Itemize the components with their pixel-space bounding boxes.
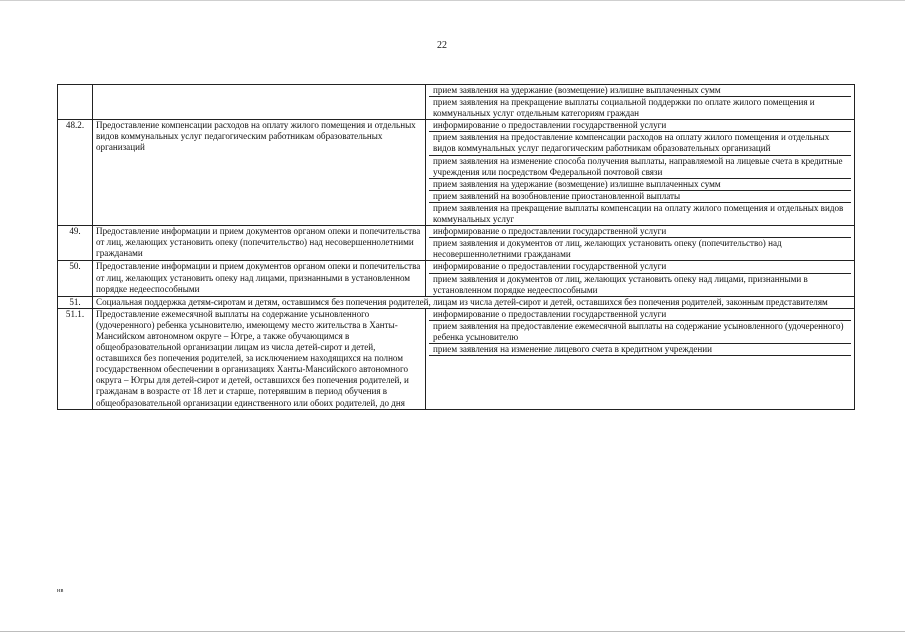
action-item: прием заявления и документов от лиц, желающих установить опеку над лицами, признанными в установленном порядке недееспособными — [433, 273, 808, 295]
row-number: 48.2. — [58, 120, 93, 226]
table-row — [58, 85, 855, 120]
action-item: прием заявлений на возобновление приостановленной выплаты — [429, 191, 851, 203]
page-number: 22 — [437, 40, 447, 51]
service-name — [93, 85, 426, 120]
table-row — [58, 261, 855, 296]
action-item: информирование о предоставлении государственной услуги — [429, 226, 851, 238]
action-item: прием заявления на изменение способа получения выплаты, направляемой на лицевые счета в кредитные учреждения или посредством Федеральной почтовой связи — [429, 156, 851, 179]
action-item: прием заявления на прекращение выплаты компенсации на оплату жилого помещения и отдельных видов коммунальных услуг — [433, 202, 844, 225]
action-item: прием заявления на предоставление компенсации расходов на оплату жилого помещения и отдельных видов коммунальных услуг педагогическим работникам образовательных организаций — [429, 132, 851, 155]
action-list — [426, 85, 855, 120]
section-row — [58, 296, 855, 308]
service-name: Предоставление информации и прием документов органом опеки и попечительства от лиц, желающих установить опеку над лицами, признанными в установленном порядке недееспособными — [93, 261, 426, 296]
row-number: 49. — [58, 226, 93, 261]
action-list — [426, 308, 855, 409]
action-item: прием заявления на удержание (возмещение) излишне выплаченных сумм — [429, 85, 851, 97]
action-item: прием заявления и документов от лиц, желающих установить опеку (попечительство) над несовершеннолетними гражданами — [433, 238, 782, 260]
action-item: прием заявления на удержание (возмещение) излишне выплаченных сумм — [429, 179, 851, 191]
bottom-scan-edge — [0, 631, 905, 632]
section-title: Социальная поддержка детям-сиротам и детям, оставшимся без попечения родителей, лицам из числа детей-сирот и детей, оставшихся без попечения родителей, законным представителям — [93, 296, 855, 308]
action-item: информирование о предоставлении государственной услуги — [429, 120, 851, 132]
row-number: 51.1. — [58, 308, 93, 409]
action-list — [426, 226, 855, 261]
action-item: прием заявления на предоставление ежемесячной выплаты на содержание усыновленного (удочеренного) ребенка усыновителю — [429, 321, 851, 344]
top-scan-edge — [0, 0, 905, 1]
action-item: прием заявления на изменение лицевого счета в кредитном учреждении — [429, 344, 851, 356]
services-table — [57, 84, 855, 410]
action-list — [426, 261, 855, 296]
section-number: 51. — [58, 296, 93, 308]
service-name: Предоставление ежемесячной выплаты на содержание усыновленного (удочеренного) ребенка усыновителю, имеющему место жительства в Ханты-Мансийском автономном округе – Югре, а также обучающимся в общеобразовательной организации лицам из числа детей-сирот и детей, оставшихся без попечения родителей, за исключением находящихся на полном государственном обеспечении в организациях Ханты-Мансийского автономного округа – Югры для детей-сирот и детей, оставшихся без попечения родителей, и гражданам в возрасте от 18 лет и старше, потерявшим в период обучения в общеобразовательной организации единственного или обоих родителей, до дня — [93, 308, 426, 409]
footer-initials: нв — [57, 588, 64, 594]
action-item: прием заявления на прекращение выплаты социальной поддержки по оплате жилого помещения и коммунальных услуг отдельным категориям граждан — [433, 97, 815, 119]
table-row — [58, 120, 855, 226]
action-list — [426, 120, 855, 226]
table-row — [58, 226, 855, 261]
action-item: информирование о предоставлении государственной услуги — [429, 309, 851, 321]
service-name: Предоставление компенсации расходов на оплату жилого помещения и отдельных видов коммунальных услуг педагогическим работникам образовательных организаций — [93, 120, 426, 226]
service-name: Предоставление информации и прием документов органом опеки и попечительства от лиц, желающих установить опеку (попечительство) над несовершеннолетними гражданами — [93, 226, 426, 261]
action-item: информирование о предоставлении государственной услуги — [429, 261, 851, 273]
row-number: 50. — [58, 261, 93, 296]
table-row — [58, 308, 855, 409]
row-number — [58, 85, 93, 120]
